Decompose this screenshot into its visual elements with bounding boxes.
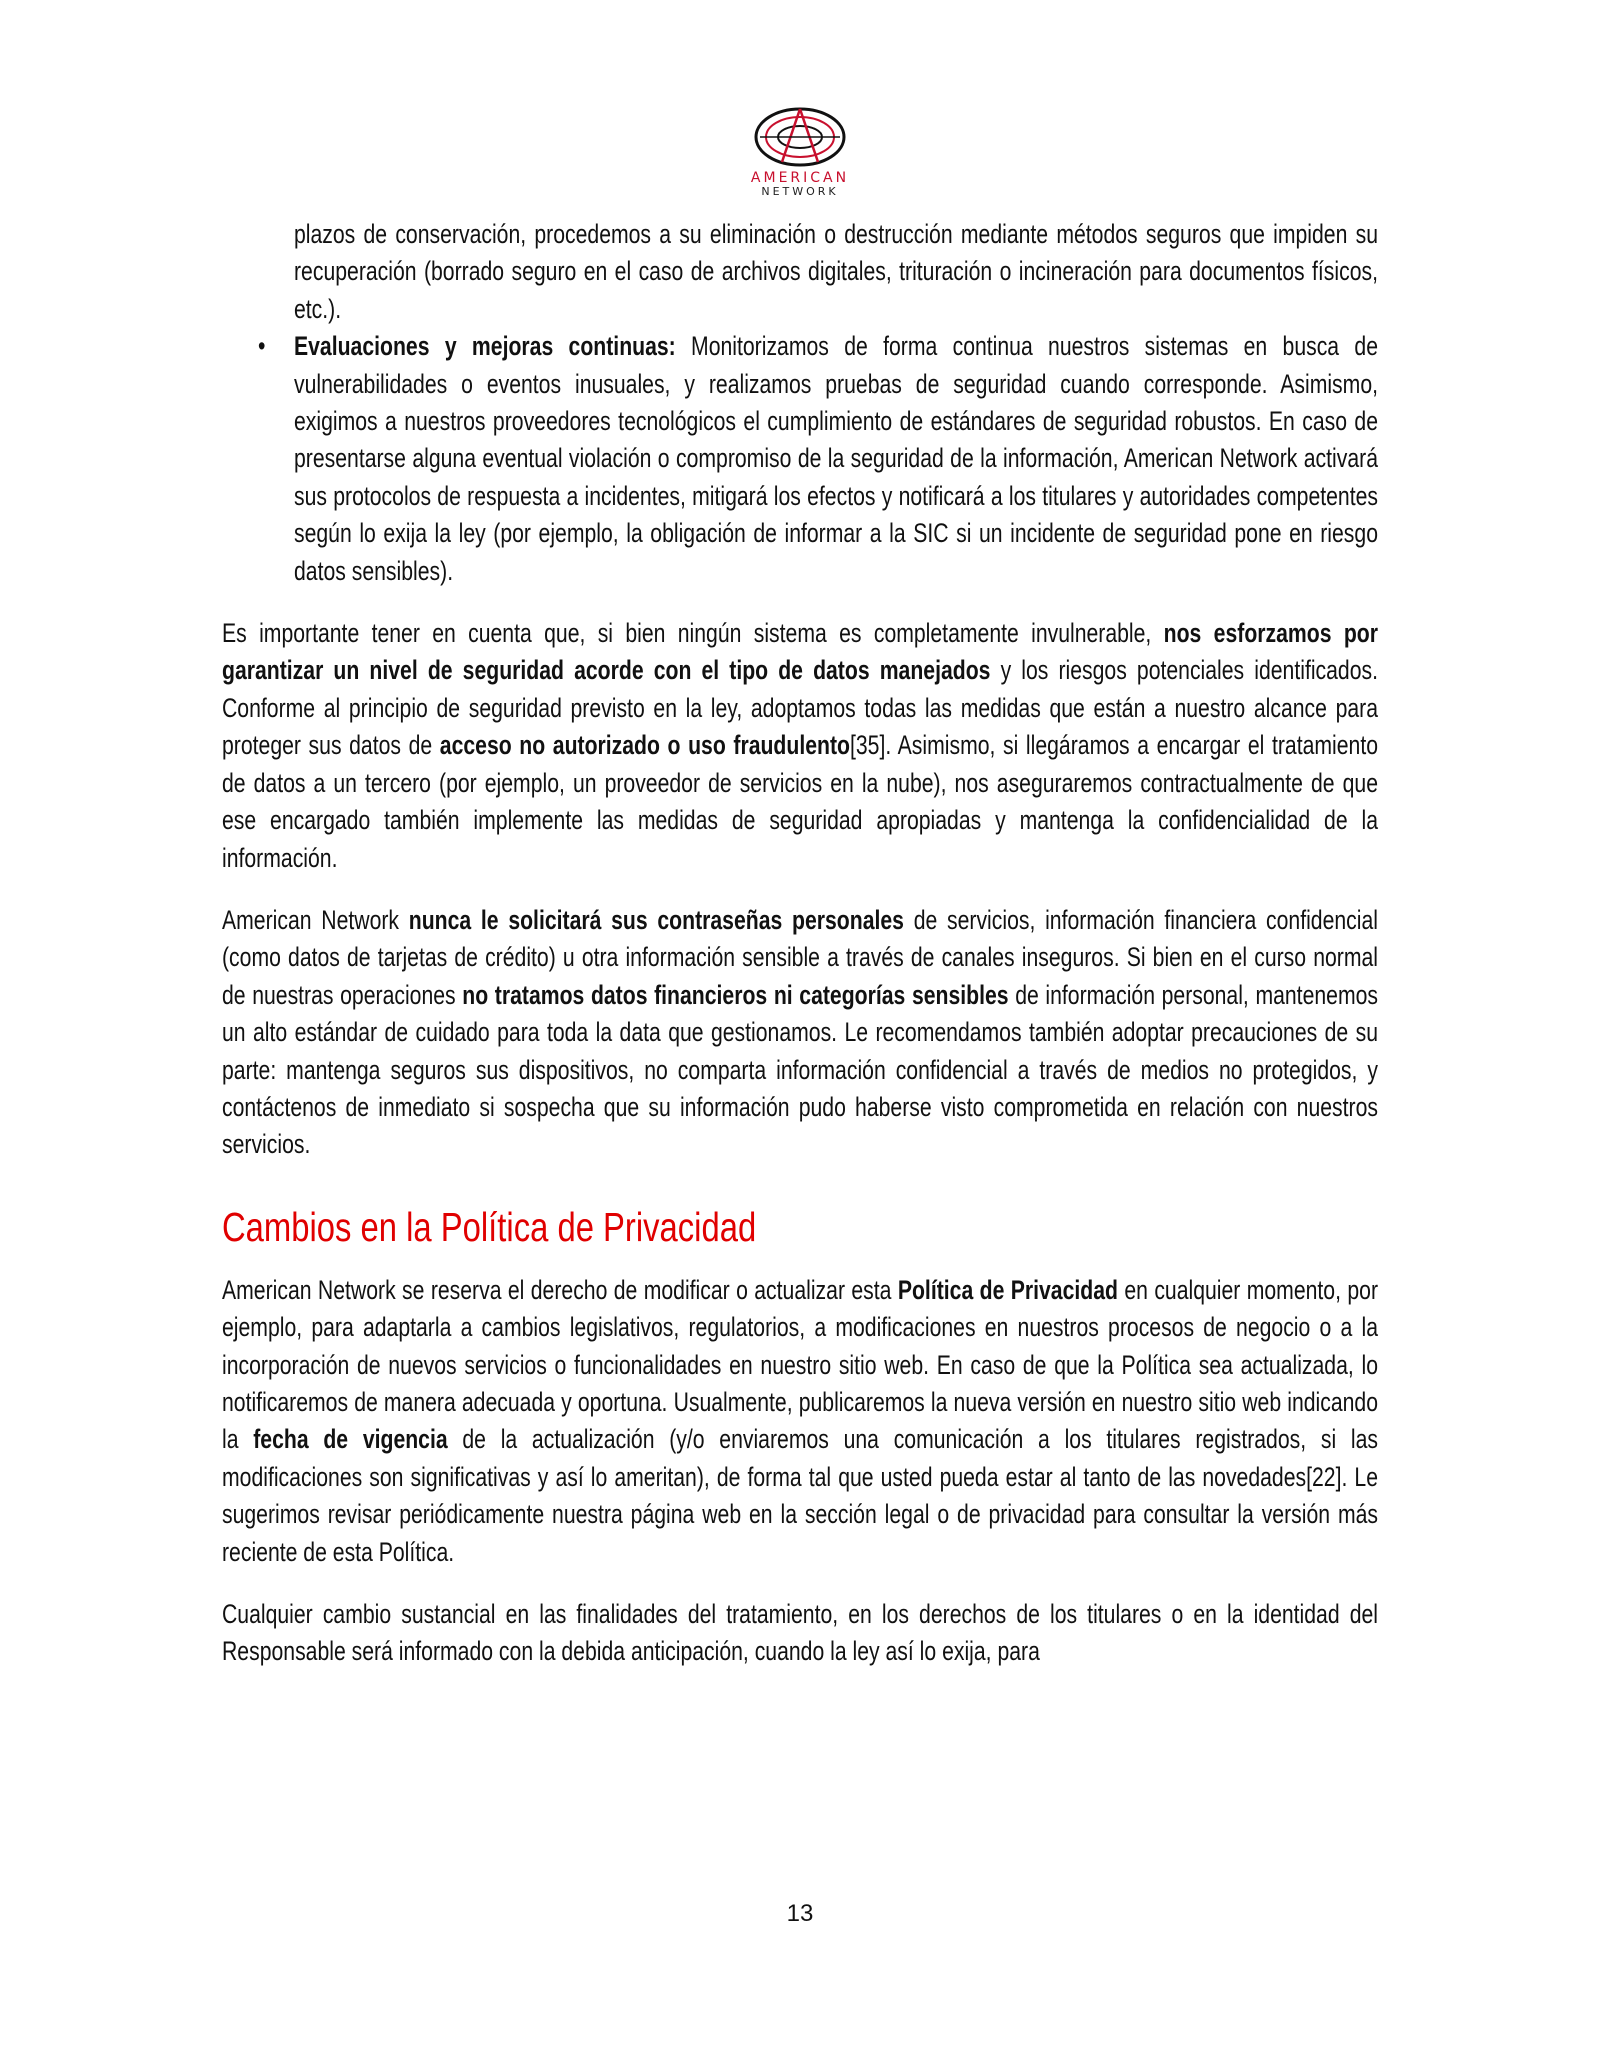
paragraph-text: de servicios, información financiera confidencial (como datos de tarjetas de crédito) u otra información sensible a través de canales inseguros. Si bien en el curso normal de nuestras operaciones bbox=[222, 904, 1378, 1010]
bullet-title: Evaluaciones y mejoras continuas: bbox=[294, 331, 676, 362]
bullet-continuation: plazos de conservación, procedemos a su eliminación o destrucción mediante métodos seguros que impiden su recuperación (borrado seguro en el caso de archivos digitales, trituración o incineración para documentos físicos, etc.). bbox=[294, 219, 1378, 324]
paragraph-text: American Network bbox=[222, 904, 409, 935]
paragraph-text: [35]. Asimismo, si llegáramos a encargar el tratamiento de datos a un tercero (por ejemplo, un proveedor de servicios en la nube), nos aseguraremos contractualmente de que ese encargado también implemente las medidas de seguridad apropiadas y mantenga la confidencialidad de la información. bbox=[222, 730, 1379, 873]
paragraph-bold: nos esforzamos por garantizar un nivel de seguridad acorde con el tipo de datos manejados bbox=[222, 618, 1378, 686]
paragraph-bold: no tratamos datos financieros ni categorías sensibles bbox=[462, 979, 1009, 1010]
bullet-list bbox=[222, 328, 1378, 590]
paragraph-cambio-sustancial: Cualquier cambio sustancial en las finalidades del tratamiento, en los derechos de los titulares o en la identidad del Responsable será informado con la debida anticipación, cuando la ley así lo exija, para bbox=[222, 1599, 1378, 1667]
paragraph-text: de información personal, mantenemos un alto estándar de cuidado para toda la data que gestionamos. Le recomendamos también adoptar precauciones de su parte: mantenga seguros sus dispositivos, no comparta información confidencial a través de medios no protegidos, y contáctenos de inmediato si sospecha que su información pudo haberse visto comprometida en relación con nuestros servicios. bbox=[222, 979, 1378, 1160]
bullet-item-evaluaciones bbox=[222, 328, 1378, 590]
page-number: 13 bbox=[786, 1900, 814, 1927]
paragraph-text: American Network se reserva el derecho de modificar o actualizar esta bbox=[222, 1274, 898, 1305]
paragraph-text: en cualquier momento, por ejemplo, para adaptarla a cambios legislativos, regulatorios, a modificaciones en nuestros procesos de negocio o a la incorporación de nuevos servicios o funcionalidades en nuestro sitio web. En caso de que la Política sea actualizada, lo notificaremos de manera adecuada y oportuna. Usualmente, publicaremos la nueva versión en nuestro sitio web indicando la bbox=[222, 1274, 1379, 1455]
main-content bbox=[222, 216, 1378, 1671]
bullet-text: Monitorizamos de forma continua nuestros sistemas en busca de vulnerabilidades o eventos inusuales, y realizamos pruebas de seguridad cuando corresponde. Asimismo, exigimos a nuestros proveedores tecnológicos el cumplimiento de estándares de seguridad robustos. En caso de presentarse alguna eventual violación o compromiso de la seguridad de la información, American Network activará sus protocolos de respuesta a incidentes, mitigará los efectos y notificará a los titulares y autoridades competentes según lo exija la ley (por ejemplo, la obligación de informar a la SIC si un incidente de seguridad pone en riesgo datos sensibles). bbox=[294, 331, 1378, 586]
paragraph-bold: Política de Privacidad bbox=[897, 1274, 1118, 1305]
company-logo bbox=[728, 106, 872, 202]
paragraph-bold: nunca le solicitará sus contraseñas personales bbox=[408, 904, 904, 935]
paragraph-text: de la actualización (y/o enviaremos una comunicación a los titulares registrados, si las modificaciones son significativas y así lo ameritan), de forma tal que usted pueda estar al tanto de las novedades[22]. Le sugerimos revisar periódicamente nuestra página web en la sección legal o de privacidad para consultar la versión más reciente de esta Política. bbox=[222, 1424, 1379, 1567]
paragraph-contrasenas bbox=[222, 902, 1378, 1164]
paragraph-bold: fecha de vigencia bbox=[253, 1424, 448, 1455]
section-heading: Cambios en la Política de Privacidad bbox=[222, 1203, 757, 1250]
paragraph-text: Es importante tener en cuenta que, si bien ningún sistema es completamente invulnerable, bbox=[222, 618, 1164, 649]
logo-text-american: AMERICAN bbox=[750, 170, 850, 186]
paragraph-cambios bbox=[222, 1272, 1378, 1571]
paragraph-seguridad bbox=[222, 615, 1378, 877]
globe-logo-icon bbox=[752, 106, 848, 168]
bullet-dot-icon: • bbox=[258, 331, 266, 362]
paragraph-text: y los riesgos potenciales identificados. Conforme al principio de seguridad previsto en la ley, adoptamos todas las medidas que están a nuestro alcance para proteger sus datos de bbox=[222, 655, 1378, 761]
logo-text-network: NETWORK bbox=[761, 185, 839, 198]
paragraph-bold: acceso no autorizado o uso fraudulento bbox=[439, 730, 850, 761]
